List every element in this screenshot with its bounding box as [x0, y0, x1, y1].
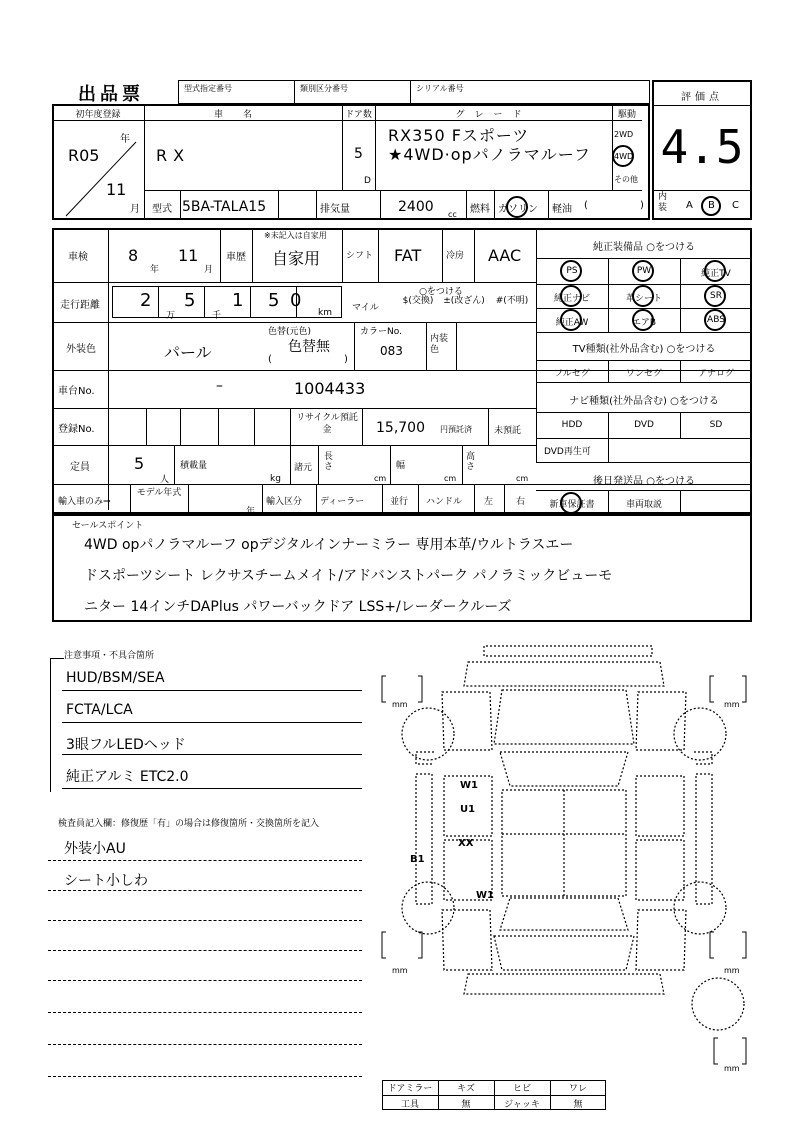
mileage-unit: km — [318, 308, 332, 318]
mileage-circle-label: ○をつける — [419, 287, 463, 297]
displacement-label: 排気量 — [320, 204, 350, 215]
mileage-digit-4: 5 — [268, 290, 280, 311]
fuel-gasoline[interactable]: ガソリン — [498, 204, 538, 215]
drive-other[interactable]: その他 — [614, 175, 638, 184]
equipment-tv[interactable]: 純正TV — [701, 269, 731, 279]
inspection-year: 8 — [128, 246, 139, 265]
displacement-unit: cc — [448, 210, 457, 219]
interior-color-label: 内装色 — [430, 334, 449, 355]
dimensions-height-unit: cm — [516, 474, 529, 483]
import-class-label: 輸入区分 — [266, 497, 303, 507]
legend-scratch: キズ — [457, 1084, 475, 1094]
sales-point-line-2: ドスポーツシート レクサスチームメイト/アドバンストパーク パノラミックビューモ — [84, 568, 613, 584]
dimensions-label: 諸元 — [294, 463, 313, 473]
sales-points-label: セールスポイント — [72, 521, 144, 531]
registration-label: 初年度登録 — [75, 110, 121, 120]
inspection-year-unit: 年 — [150, 265, 160, 275]
mileage-opt-unknown[interactable]: #(不明) — [495, 296, 529, 306]
color-no-label: カラーNo. — [360, 327, 402, 337]
grade-label: グレード — [455, 110, 532, 120]
note-line-4: 純正アルミ ETC2.0 — [66, 769, 189, 785]
diagram-unit-spare: mm — [724, 1064, 740, 1073]
mark-roof-u1: U1 — [460, 804, 476, 815]
equipment-leather[interactable]: 革シート — [625, 294, 662, 304]
inspector-label: 検査員記入欄：修復歴「有」の場合は修復箇所・交換箇所を記入 — [58, 819, 320, 829]
drive-4wd[interactable]: 4WD — [614, 152, 634, 161]
repaint-label: 色替(元色) — [268, 327, 312, 337]
registration-era-year: R05 — [68, 146, 100, 165]
doors-label: ドア数 — [345, 110, 372, 120]
note-line-1: HUD/BSM/SEA — [66, 670, 165, 686]
header-number-box — [178, 80, 650, 104]
serial-number-label: シリアル番号 — [416, 84, 464, 93]
mileage-opt-tamper[interactable]: ±(改ざん) — [443, 296, 485, 306]
mark-rear-w1: W1 — [476, 890, 494, 901]
model-year-unit: 年 — [246, 507, 256, 517]
model-type-value: 5BA-TALA15 — [182, 199, 267, 215]
navi-type-label: ナビ種類(社外品含む) ○をつける — [569, 396, 719, 407]
usage-note: ※未記入は自家用 — [264, 231, 327, 240]
cooling-value: AAC — [488, 246, 522, 265]
equipment-label: 純正装備品 ○をつける — [593, 242, 695, 253]
interior-label: 内装 — [658, 192, 668, 213]
model-type-label: 型式 — [152, 204, 172, 215]
drive-label: 駆動 — [617, 110, 636, 120]
grade-value: RX350 Fスポーツ★4WD·opパノラマルーフ — [388, 126, 591, 164]
legend-break: ワレ — [568, 1084, 587, 1094]
navi-sd[interactable]: SD — [709, 420, 723, 430]
diagram-unit-rr: mm — [724, 966, 740, 975]
legend-jack-value: 無 — [573, 1100, 583, 1110]
capacity-unit: 人 — [160, 475, 170, 485]
recycle-unpaid[interactable]: 未預託 — [494, 426, 522, 436]
dimensions-length-unit: cm — [374, 474, 387, 483]
exterior-color-value: パール — [164, 343, 212, 362]
mark-side-b1: B1 — [410, 854, 425, 865]
load-label: 積載量 — [180, 461, 208, 471]
sales-point-line-3: ニター 14インチDAPlus パワーバックドア LSS+/レーダークルーズ — [84, 599, 512, 615]
doors-suffix: D — [364, 176, 371, 186]
import-only-label: 輸入車のみ⇒ — [58, 497, 111, 507]
page-title: 出品票 — [78, 84, 144, 105]
mileage-digit-1: 2 — [140, 290, 152, 311]
tv-type-label: TV種類(社外品含む) ○をつける — [572, 344, 716, 355]
later-docs-manual[interactable]: 車両取説 — [625, 500, 662, 510]
chassis-label: 車台No. — [58, 386, 95, 397]
mark-roof-xx: XX — [458, 838, 474, 849]
notes-label: 注意事項・不具合箇所 — [64, 651, 155, 661]
steering-label: ハンドル — [426, 497, 463, 507]
mark-roof-w1: W1 — [460, 780, 478, 791]
fuel-label: 燃料 — [470, 204, 490, 215]
legend-tools: 工具 — [400, 1100, 419, 1110]
repaint-value: 色替無 — [288, 339, 330, 355]
sales-point-line-1: 4WD opパノラマルーフ opデジタルインナーミラー 専用本革/ウルトラスエー — [84, 537, 574, 553]
fuel-paren-close: ) — [640, 200, 644, 211]
score-label: 評価点 — [681, 92, 723, 103]
mileage-digit-5: 0 — [290, 290, 302, 311]
interior-a[interactable]: A — [686, 200, 693, 211]
inspector-line-1: 外装小AU — [64, 841, 126, 857]
legend-jack: ジャッキ — [504, 1100, 540, 1110]
mileage-man: 万 — [166, 311, 176, 321]
inspection-month-unit: 月 — [204, 265, 214, 275]
repaint-paren-open: ( — [268, 354, 272, 365]
model-year-label: モデル年式 — [136, 488, 182, 498]
tv-oneseg[interactable]: ワンセグ — [625, 369, 662, 379]
equipment-sr[interactable]: SR — [710, 291, 722, 301]
car-damage-diagram — [372, 640, 756, 1074]
inspector-line-2: シート小しわ — [64, 873, 148, 889]
registration-year-unit: 年 — [120, 134, 130, 145]
usage-value: 自家用 — [272, 249, 321, 268]
interior-c[interactable]: C — [732, 200, 739, 211]
car-name-value: RX — [156, 146, 191, 165]
chassis-value: 1004433 — [294, 379, 366, 398]
dimensions-width: 幅 — [396, 461, 406, 471]
color-no-value: 083 — [380, 344, 403, 358]
mileage-label: 走行距離 — [60, 300, 100, 311]
legend-tools-value: 無 — [461, 1100, 471, 1110]
registration-month: 11 — [106, 180, 127, 199]
tv-analog[interactable]: アナログ — [697, 369, 734, 379]
mileage-digit-2: 5 — [184, 290, 196, 311]
fuel-light-oil[interactable]: 軽油 — [552, 204, 572, 215]
equipment-abs[interactable]: ABS — [707, 315, 725, 325]
registration-month-unit: 月 — [130, 204, 140, 215]
drive-2wd[interactable]: 2WD — [614, 130, 634, 139]
doors-value: 5 — [354, 146, 363, 162]
equipment-pw[interactable]: PW — [636, 266, 652, 276]
interior-b[interactable]: B — [708, 200, 715, 211]
tv-fullseg[interactable]: フルセグ — [554, 369, 590, 379]
mileage-sen: 千 — [212, 311, 222, 321]
load-unit: kg — [270, 474, 281, 484]
exterior-color-label: 外装色 — [66, 344, 96, 355]
capacity-value: 5 — [134, 454, 145, 473]
mileage-opt-exchange[interactable]: $(交換) — [402, 296, 434, 306]
model-designation-label: 型式指定番号 — [184, 84, 232, 93]
equipment-aw[interactable]: 純正AW — [555, 318, 589, 328]
dimensions-length: 長さ — [324, 452, 334, 472]
capacity-label: 定員 — [70, 462, 90, 473]
mileage-opt-mile[interactable]: マイル — [352, 303, 379, 313]
legend-crack: ヒビ — [512, 1084, 531, 1094]
mileage-digit-3: 1 — [232, 290, 244, 311]
fuel-paren-open: ( — [584, 200, 588, 211]
diagram-unit-rl: mm — [392, 966, 408, 975]
cooling-label: 冷房 — [446, 251, 465, 261]
steering-left[interactable]: 左 — [484, 497, 494, 507]
recycle-label: リサイクル預託金 — [296, 413, 358, 435]
recycle-value: 15,700 — [376, 420, 425, 436]
recycle-unit: 円預託済 — [440, 425, 472, 434]
navi-dvd-playback[interactable]: DVD再生可 — [544, 447, 591, 457]
repaint-paren-close: ) — [344, 354, 348, 365]
import-parallel[interactable]: 並行 — [390, 497, 409, 507]
import-dealer[interactable]: ディーラー — [320, 497, 365, 507]
note-line-3: 3眼フルLEDヘッド — [66, 737, 186, 753]
shift-label: シフト — [346, 251, 374, 261]
displacement-value: 2400 — [398, 199, 434, 215]
later-docs-warranty[interactable]: 新車保証書 — [549, 500, 595, 510]
dimensions-width-unit: cm — [444, 474, 457, 483]
navi-dvd[interactable]: DVD — [634, 420, 654, 430]
equipment-airbag[interactable]: エアB — [631, 318, 657, 328]
dimensions-height: 高さ — [466, 452, 476, 472]
note-line-2: FCTA/LCA — [66, 702, 133, 718]
class-number-label: 類別区分番号 — [300, 84, 348, 93]
inspection-label: 車検 — [68, 252, 88, 263]
legend-door-mirror: ドアミラー — [387, 1084, 433, 1094]
reg-no-label: 登録No. — [58, 424, 95, 435]
diagram-unit-fr: mm — [724, 700, 740, 709]
diagram-unit-fl: mm — [392, 700, 408, 709]
steering-right[interactable]: 右 — [516, 497, 526, 507]
usage-label: 車歴 — [226, 252, 246, 263]
later-docs-label: 後日発送品 ○をつける — [593, 476, 695, 487]
equipment-navi[interactable]: 純正ナビ — [553, 294, 590, 304]
chassis-prefix: – — [216, 378, 223, 394]
inspection-month: 11 — [178, 246, 199, 265]
car-name-label: 車名 — [213, 110, 272, 120]
navi-hdd[interactable]: HDD — [561, 420, 583, 430]
shift-value: FAT — [394, 246, 422, 265]
equipment-ps[interactable]: PS — [566, 266, 578, 276]
score-value: 4.5 — [660, 120, 744, 174]
